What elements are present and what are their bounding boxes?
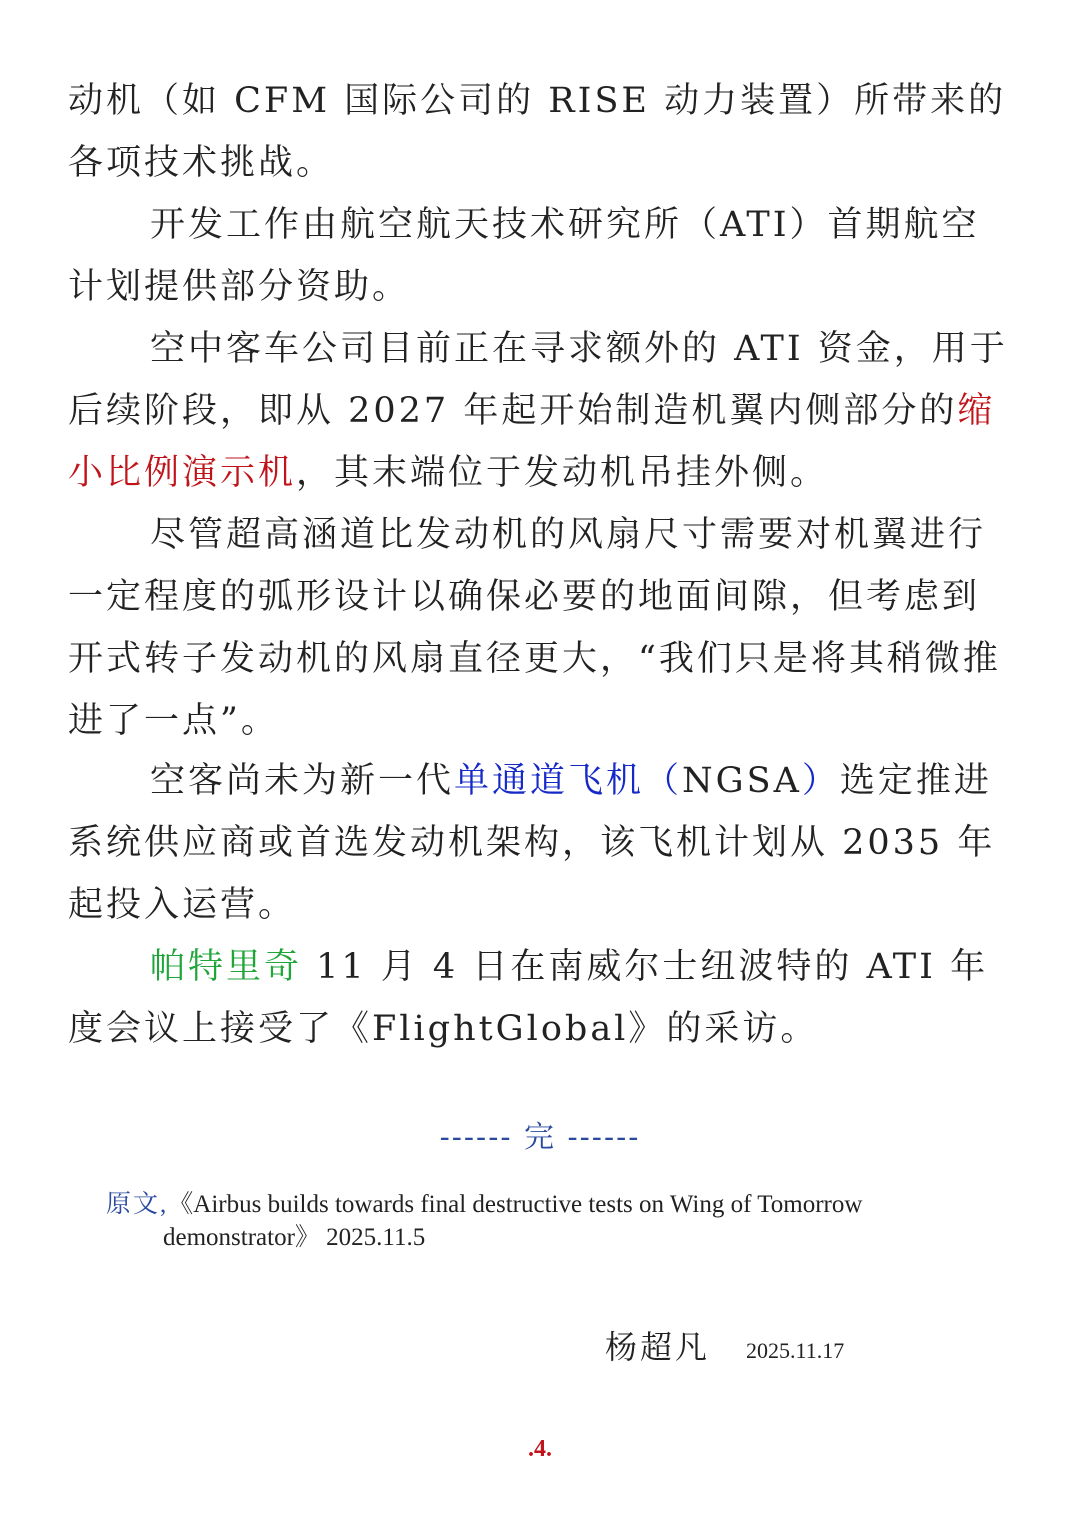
paragraph-text: 11 月 4 日在南威尔士纽波特的 ATI 年度会议上接受了《FlightGlobal》的采访。 (68, 947, 989, 1049)
paragraph-text: 选定推进系统供应商或首选发动机架构，该飞机计划从 2035 年起投入运营。 (68, 761, 996, 925)
paragraph-ngsa (68, 750, 1013, 936)
paragraph-text: 空客尚未为新一代 (150, 761, 455, 801)
author-name: 杨超凡 (605, 1328, 711, 1366)
paragraph-interview (68, 936, 1013, 1060)
source-title-line1: 《Airbus builds towards final destructive tests on Wing of Tomorrow (168, 1191, 863, 1218)
highlight-single-aisle: 单通道飞机（ (454, 761, 683, 801)
paragraph-engine-challenges (68, 70, 1013, 194)
paragraph-text: 动机（如 CFM 国际公司的 RISE 动力装置）所带来的各项技术挑战。 (68, 81, 1007, 183)
source-label: 原文, (106, 1191, 169, 1218)
paragraph-additional-funding (68, 318, 1013, 504)
ngsa-abbreviation: NGSA (682, 761, 802, 801)
source-title-line2: demonstrator》 2025.11.5 (163, 1224, 426, 1251)
page-number: .4. (528, 1436, 552, 1462)
highlight-scaled-demonstrator: 缩小比例演示机 (68, 391, 996, 493)
paragraph-text: ，其末端位于发动机吊挂外侧。 (296, 453, 829, 493)
highlight-single-aisle-close: ） (801, 761, 840, 801)
signature-date: 2025.11.17 (746, 1338, 845, 1363)
highlight-partridge: 帕特里奇 (150, 947, 303, 987)
paragraph-fan-size (68, 504, 1013, 752)
paragraph-text: 空中客车公司目前正在寻求额外的 ATI 资金，用于后续阶段，即从 2027 年起开始制造机翼内侧部分的 (68, 329, 1008, 431)
end-marker: ------ 完 ------ (439, 1120, 641, 1155)
paragraph-ati-funding (68, 194, 1013, 318)
paragraph-text: 尽管超高涵道比发动机的风扇尺寸需要对机翼进行一定程度的弧形设计以确保必要的地面间隙，但考虑到开式转子发动机的风扇直径更大，“我们只是将其稍微推进了一点”。 (68, 515, 1001, 741)
signature (605, 1322, 844, 1368)
paragraph-text: 开发工作由航空航天技术研究所（ATI）首期航空计划提供部分资助。 (68, 205, 980, 307)
source-citation (106, 1188, 1006, 1254)
